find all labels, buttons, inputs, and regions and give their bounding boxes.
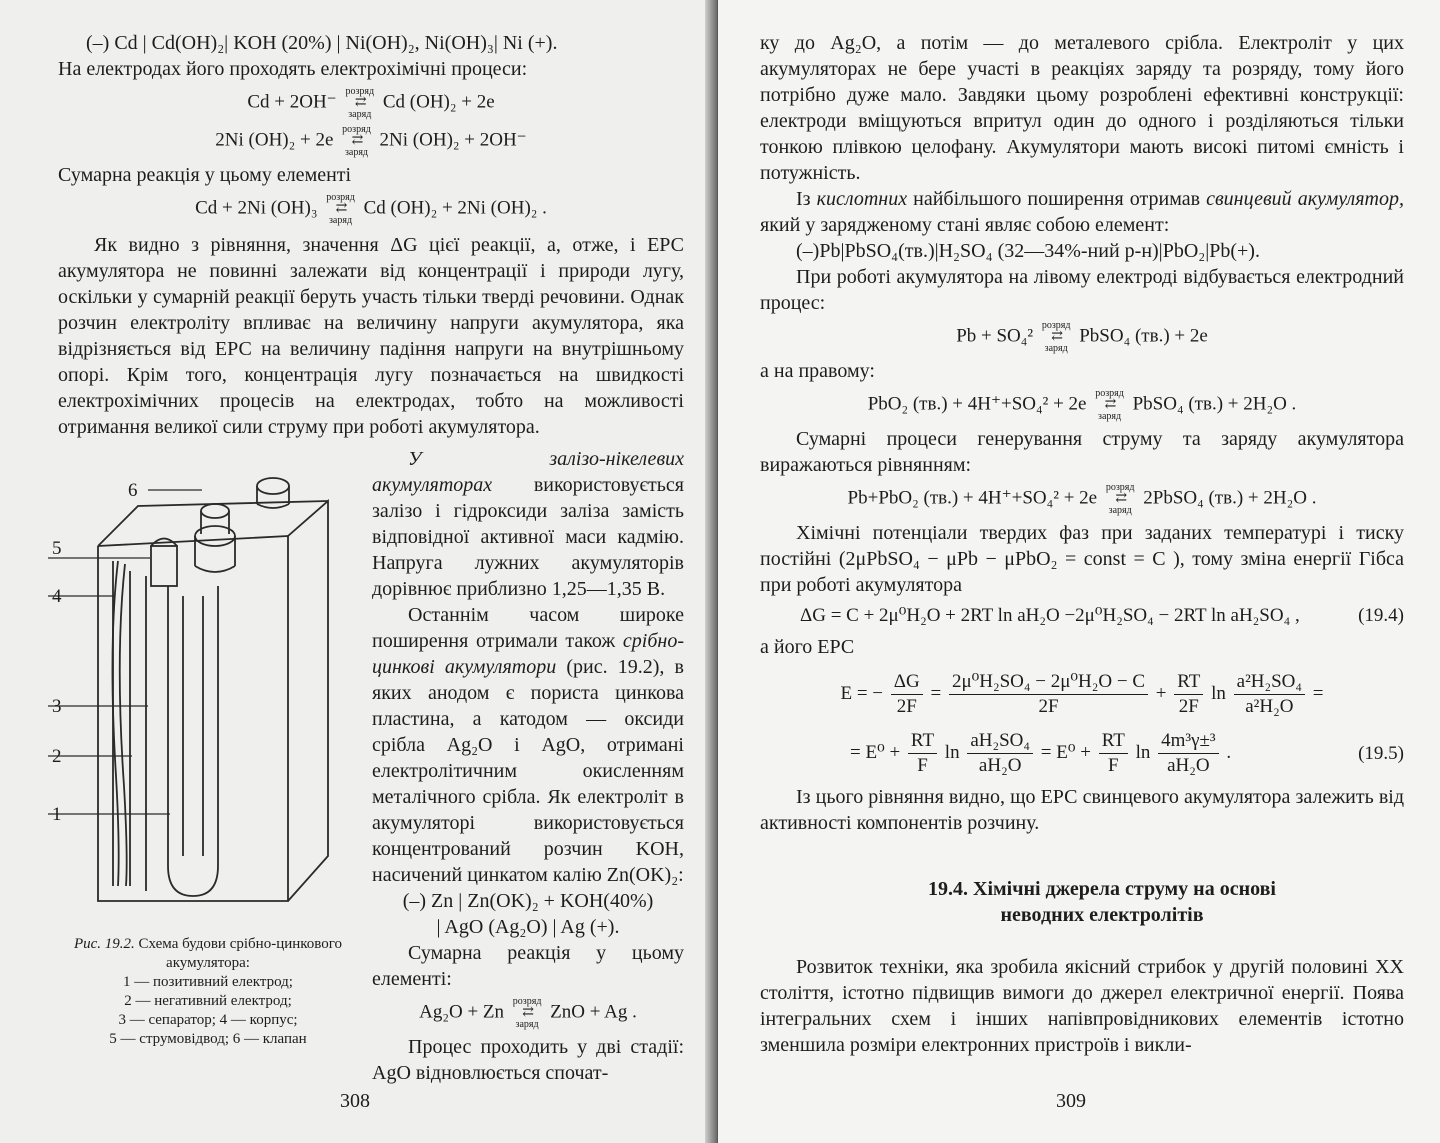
equation-ag: Ag₂O + Zn розряд ⇄ заряд ZnO + Ag . — [419, 996, 637, 1030]
right-page — [718, 0, 1440, 1143]
equation-number-19-4: (19.4) — [1358, 605, 1404, 626]
callout-1: 1 — [52, 804, 62, 825]
main-paragraph: Як видно з рівняння, значення ΔG цієї реакції, а, отже, і ЕРС акумулятора не повинні залежати від концентрації і природи лугу, оскільки у сумарній реакції беруть участь тільки тверді речовини. Однак розчин електроліту впливає на величину напруги акумулятора, яка відрізняється від ЕРС на величину падіння напруги на внутрішньому опорі. Крім того, концентрація лугу позначається на швидкості електрохімічних процесів на електродах, тобто на можливості отримання великої сили струму при роботі акумулятора. — [58, 234, 684, 438]
two-stage-paragraph: Процес проходить у дві стадії: AgO відновлюється спочат- — [372, 1036, 684, 1084]
reversible-arrow: розряд ⇄ заряд — [1041, 320, 1071, 354]
reversible-arrow: розряд ⇄ заряд — [512, 996, 542, 1030]
lead-formula: (–)Pb|PbSO₄(тв.)|H₂SO₄ (32—34%-ний р-н)|PbO₂|Pb(+). — [796, 240, 1260, 262]
summary-paragraph: Сумарні процеси генерування струму та заряду акумулятора виражаються рівнянням: — [760, 428, 1404, 476]
page-number-right: 309 — [1056, 1090, 1086, 1112]
reversible-arrow: розряд ⇄ заряд — [1095, 388, 1124, 422]
equation-number-19-5: (19.5) — [1358, 742, 1404, 764]
section-heading: 19.4. Хімічні джерела струму на основі неводних електролітів — [928, 878, 1276, 926]
equation-ni: 2Ni (OH)₂ + 2e розряд ⇄ заряд 2Ni (OH)₂ + 2OH⁻ — [215, 124, 527, 158]
figure-and-text — [52, 446, 684, 1086]
continuation-paragraph: ку до Ag₂O, а потім — до металевого срібла. Електроліт у цих акумуляторах не бере участі в реакціях заряду та розряду, тому його потрібно дуже мало. Завдяки цьому розроблені ефективні конструкції: електроди вміщуються впритул один до одного і розділяються тільки тонкою плівкою целофану. Акумулятори мають високі питомі ємність і потужність. — [760, 32, 1404, 184]
callout-6: 6 — [128, 480, 138, 501]
equation-pbo2: PbO₂ (тв.) + 4H⁺+SO₄² + 2e розряд ⇄ заряд PbSO₄ (тв.) + 2H₂O . — [867, 388, 1297, 422]
reversible-arrow: розряд ⇄ заряд — [342, 124, 371, 158]
cell-formula: (–) Cd | Cd(OH)₂| KOH (20%) | Ni(OH)₂, Ni(OH)₃| Ni (+). — [86, 32, 558, 54]
callout-5: 5 — [52, 538, 62, 559]
callout-2: 2 — [52, 746, 62, 767]
page-number-left: 308 — [340, 1090, 370, 1112]
right-electrode-label: а на правому: — [760, 360, 875, 382]
callout-4: 4 — [52, 586, 62, 607]
equation-19-4: ΔG = C + 2μ⁰H₂O + 2RT ln aH₂O −2μ⁰H₂SO₄ − 2RT ln aH₂SO₄ , (19.4) — [800, 605, 1404, 626]
total-reaction-label: Сумарна реакція у цьому елементі — [58, 164, 352, 186]
silver-zinc-paragraph: Останнім часом широке поширення отримали також срібно-цинкові акумулятори (рис. 19.2), в яких анодом є пориста цинкова пластина, а катодом — оксиди срібла Ag₂O і AgO, отримані електролітичним окисленням металічного срібла. Як електроліт в акумуляторі використовується концентрований розчин KOH, насичений цинкатом калію Zn(OK)₂: — [372, 604, 684, 886]
equation-summary: Pb+PbO₂ (тв.) + 4H⁺+SO₄² + 2e розряд ⇄ заряд 2PbSO₄ (тв.) + 2H₂O . — [847, 482, 1317, 516]
equation-19-5: = E⁰ + $\frac{RT}{F}$ ln $\frac{\text{aH₂SO₄}}{\text{aH₂O}}$ = E⁰ + $\frac{RT}{F}$ ln $\frac{\text{4m³γ±³}}{\text{aH₂O}}$ . (19.5) — [850, 730, 1404, 776]
development-paragraph: Розвиток техніки, яка зробила якісний стрибок у другій половині XX століття, істотно підвищив вимоги до джерел електричної енергії. Поява інтегральних схем і інших напівпровідникових елементів істотно зменшила розміри електронних пристроїв і викли- — [760, 956, 1404, 1056]
reversible-arrow: розряд ⇄ заряд — [345, 86, 375, 120]
side-text — [372, 446, 684, 1086]
equation-emf: E = − $\frac{\Delta G}{2F}$ = $\frac{\text{2μ⁰H₂SO₄ − 2μ⁰H₂O − C}}{2F}$ + $\frac{RT}{2F}$ ln $\frac{\text{a²H₂SO₄}}{\text{a²H₂O}}$ = — [840, 671, 1324, 717]
left-page — [0, 0, 718, 1143]
battery-diagram — [52, 446, 358, 926]
left-electrode-paragraph: При роботі акумулятора на лівому електроді відбувається електродний процес: — [760, 266, 1404, 314]
total-reaction-2: Сумарна реакція у цьому елементі: — [372, 942, 684, 990]
callout-3: 3 — [52, 696, 62, 717]
iron-nickel-paragraph: У залізо-нікелевих акумуляторах використовується залізо і гідроксиди заліза замість відповідної активної маси кадмію. Напруга лужних акумуляторів дорівнює приблизно 1,25—1,35 В. — [372, 448, 684, 600]
conclusion-paragraph: Із цього рівняння видно, що ЕРС свинцевого акумулятора залежить від активності компонентів розчину. — [760, 786, 1404, 834]
zinc-formula-2: | AgO (Ag₂O) | Ag (+). — [436, 916, 620, 938]
emf-label: а його ЕРС — [760, 636, 855, 658]
zinc-formula-1: (–) Zn | Zn(OK)₂ + KOH(40%) — [402, 890, 654, 912]
acid-paragraph: Із кислотних найбільшого поширення отримав свинцевий акумулятор, який у зарядженому стані являє собою елемент: — [760, 188, 1405, 236]
equation-cd: Cd + 2OH⁻ розряд ⇄ заряд Cd (OH)₂ + 2e — [247, 86, 495, 120]
figure-19-2 — [52, 446, 358, 1086]
chemical-potential-paragraph: Хімічні потенціали твердих фаз при заданих температурі і тиску постійні (2μPbSO₄ − μPb − μPbO₂ = const = C ), тому зміна енергії Гібса при роботі акумулятора — [760, 522, 1404, 596]
equation-pb: Pb + SO₄² розряд ⇄ заряд PbSO₄ (тв.) + 2e — [956, 320, 1208, 354]
processes-intro: На електродах його проходять електрохімічні процеси: — [58, 58, 528, 80]
figure-caption: Рис. 19.2. Схема будови срібно-цинкового акумулятора: 1 — позитивний електрод; 2 — негативний електрод; 3 — сепаратор; 4 — корпус; 5 — струмовідвод; 6 — клапан — [73, 936, 343, 1047]
equation-total: Cd + 2Ni (OH)₃ розряд ⇄ заряд Cd (OH)₂ + 2Ni (OH)₂ . — [195, 192, 547, 226]
reversible-arrow: розряд ⇄ заряд — [1105, 482, 1135, 516]
reversible-arrow: розряд ⇄ заряд — [326, 192, 355, 226]
